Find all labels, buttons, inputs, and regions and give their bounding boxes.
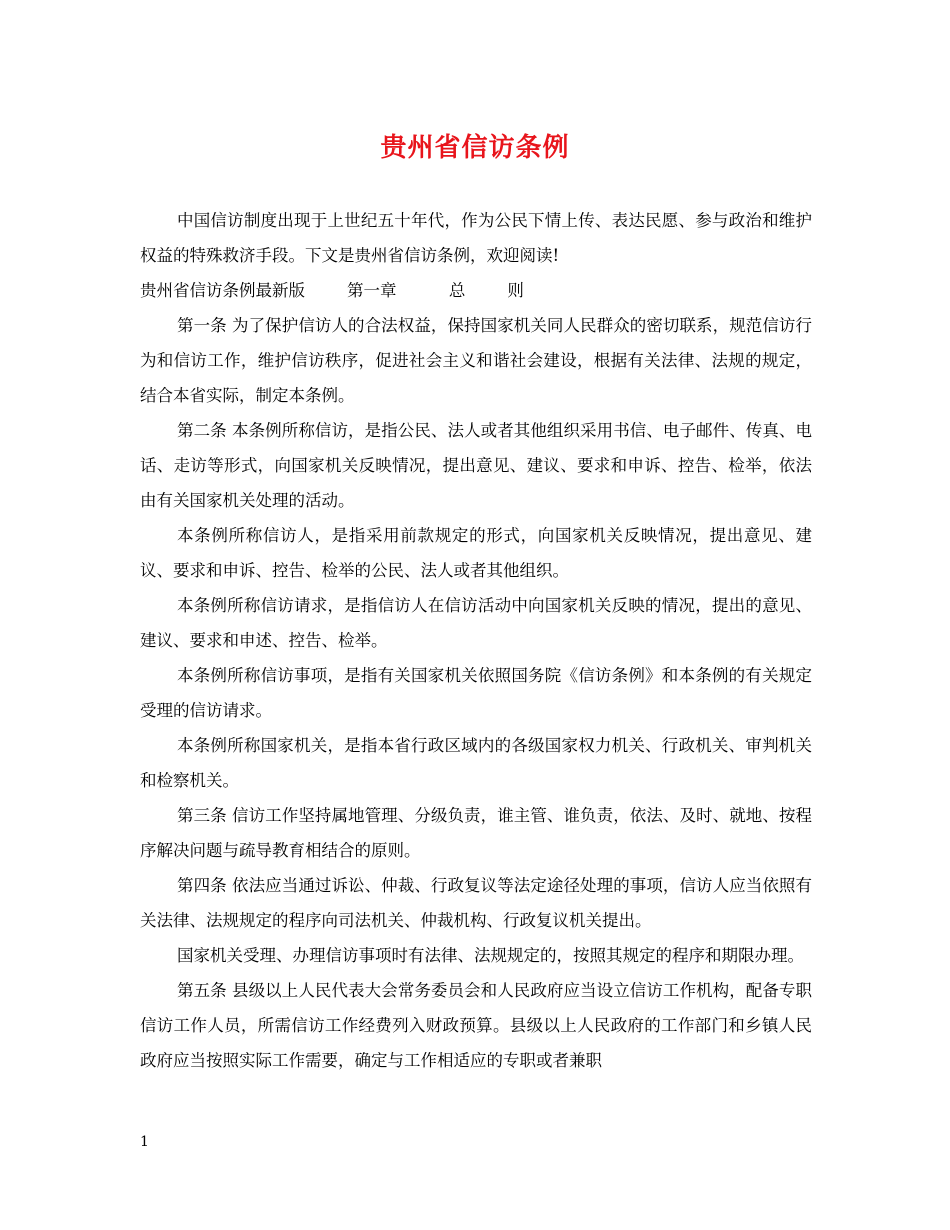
article-4-continued-paragraph: 国家机关受理、办理信访事项时有法律、法规规定的，按照其规定的程序和期限办理。 (177, 946, 804, 965)
intro-paragraph: 中国信访制度出现于上世纪五十年代，作为公民下情上传、表达民愿、参与政治和维护权益的特殊救济手段。下文是贵州省信访条例，欢迎阅读! (140, 211, 812, 265)
document-body (140, 203, 812, 1078)
document-title: 贵州省信访条例 (380, 133, 570, 163)
article-4-paragraph: 第四条 依法应当通过诉讼、仲裁、行政复议等法定途径处理的事项，信访人应当依照有关法律、法规规定的程序向司法机关、仲裁机构、行政复议机关提出。 (140, 876, 812, 930)
article-5-paragraph: 第五条 县级以上人民代表大会常务委员会和人民政府应当设立信访工作机构，配备专职信访工作人员，所需信访工作经费列入财政预算。县级以上人民政府的工作部门和乡镇人民政府应当按照实际工作需要，确定与工作相适应的专职或者兼职 (140, 981, 812, 1070)
chapter-heading: 贵州省信访条例最新版 第一章 总 则 (140, 281, 524, 300)
definition-request-paragraph: 本条例所称信访请求，是指信访人在信访活动中向国家机关反映的情况，提出的意见、建议、要求和申述、控告、检举。 (140, 596, 812, 650)
definition-matter-paragraph: 本条例所称信访事项，是指有关国家机关依照国务院《信访条例》和本条例的有关规定受理的信访请求。 (140, 666, 812, 720)
definition-organ-paragraph: 本条例所称国家机关，是指本省行政区域内的各级国家权力机关、行政机关、审判机关和检察机关。 (140, 736, 812, 790)
definition-petitioner-paragraph: 本条例所称信访人，是指采用前款规定的形式，向国家机关反映情况，提出意见、建议、要求和申诉、控告、检举的公民、法人或者其他组织。 (140, 526, 812, 580)
article-1-paragraph: 第一条 为了保护信访人的合法权益，保持国家机关同人民群众的密切联系，规范信访行为和信访工作，维护信访秩序，促进社会主义和谐社会建设，根据有关法律、法规的规定，结合本省实际，制定本条例。 (140, 316, 812, 405)
article-3-paragraph: 第三条 信访工作坚持属地管理、分级负责，谁主管、谁负责，依法、及时、就地、按程序解决问题与疏导教育相结合的原则。 (140, 806, 812, 860)
article-2-paragraph: 第二条 本条例所称信访，是指公民、法人或者其他组织采用书信、电子邮件、传真、电话、走访等形式，向国家机关反映情况，提出意见、建议、要求和申诉、控告、检举，依法由有关国家机关处理的活动。 (140, 421, 812, 510)
page-number: 1 (140, 1134, 149, 1150)
